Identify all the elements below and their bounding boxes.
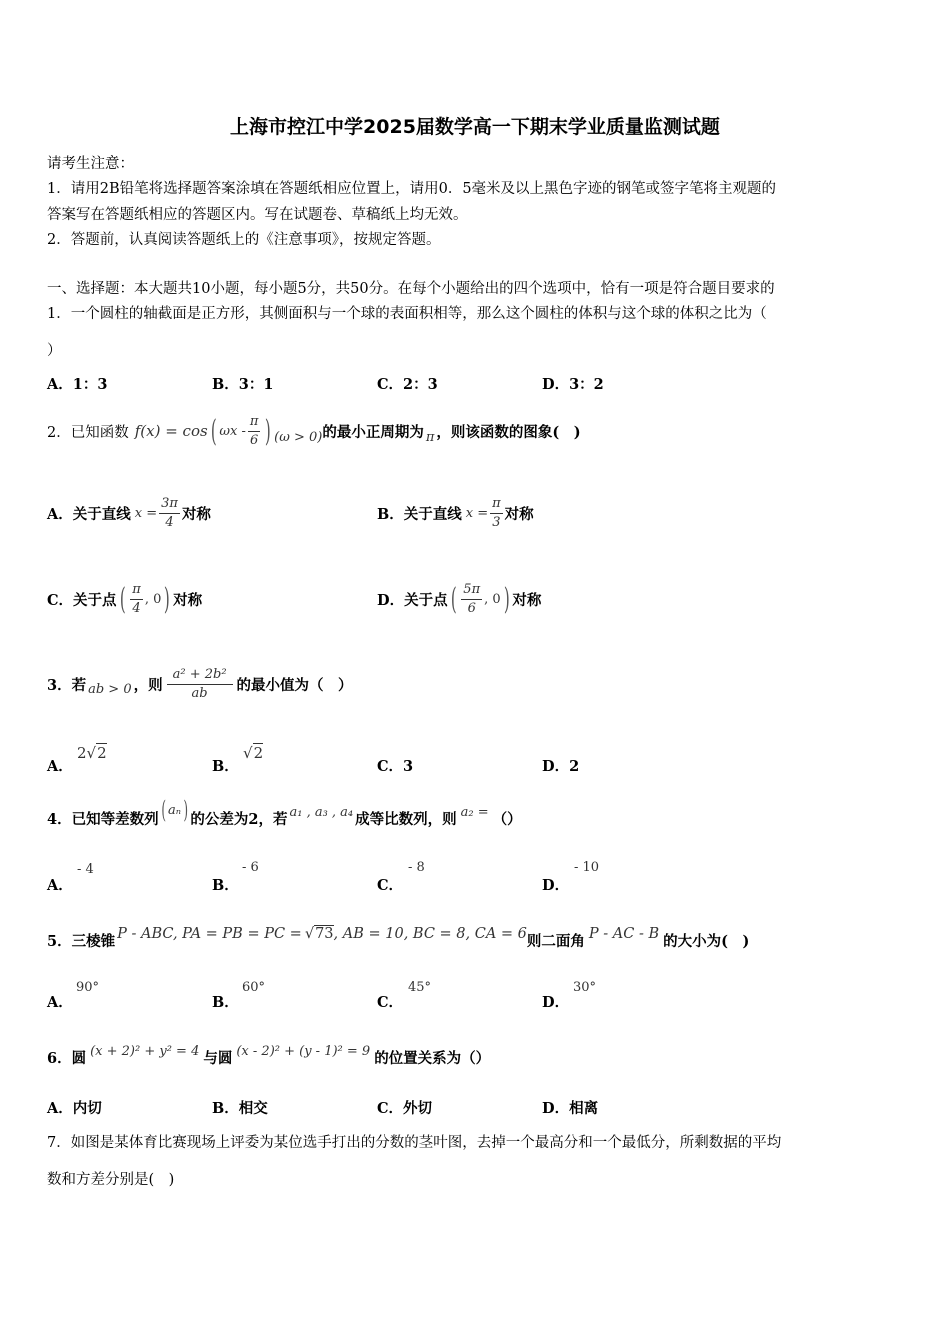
q1-option-c: C．2：3 bbox=[377, 376, 438, 393]
notice-line-1: 1．请用2B铅笔将选择题答案涂填在答题纸相应位置上，请用0．5毫米及以上黑色字迹的钢笔或签字笔将主观题的 bbox=[47, 181, 777, 197]
q6-prefix: 6．圆 bbox=[47, 1049, 87, 1067]
q2-option-a bbox=[47, 490, 211, 536]
q4-a2: a₂ = bbox=[460, 804, 489, 820]
q1-option-d: D．3：2 bbox=[542, 376, 604, 393]
q2-inner: ωx - bbox=[219, 423, 246, 439]
q2-c-close-paren: ) bbox=[164, 581, 171, 617]
q3-prefix: 3．若 bbox=[47, 676, 87, 694]
q2-a-den: 4 bbox=[165, 514, 174, 530]
q2-b-suffix: 对称 bbox=[504, 505, 534, 523]
q2-c-open-paren: ( bbox=[119, 581, 126, 617]
q4-option-a-value: - 4 bbox=[77, 862, 94, 877]
q5-option-a-value: 90° bbox=[76, 980, 100, 995]
q5-option-b-label: B． bbox=[212, 994, 239, 1011]
q2-c-prefix: C．关于点 bbox=[47, 591, 117, 609]
q2-fraction bbox=[248, 413, 261, 450]
question-1-stem: 1．一个圆柱的轴截面是正方形，其侧面积与一个球的表面积相等，那么这个圆柱的体积与这个球的体积之比为（ bbox=[47, 306, 767, 322]
question-4-stem bbox=[47, 798, 522, 838]
q4-mid2: 成等比数列，则 bbox=[355, 810, 457, 828]
q2-b-num: π bbox=[490, 495, 503, 514]
q2-function: f(x) = cos bbox=[134, 422, 208, 440]
question-5-stem bbox=[47, 920, 749, 960]
q2-condition: (ω > 0) bbox=[274, 429, 323, 445]
q2-c-num: π bbox=[130, 581, 143, 600]
q4-mid: 的公差为2，若 bbox=[190, 810, 288, 828]
q4-open-brace: ( bbox=[160, 796, 166, 824]
q2-c-fraction bbox=[130, 581, 143, 618]
q5-mid: 则二面角 bbox=[526, 932, 585, 950]
q2-option-c bbox=[47, 573, 202, 625]
question-3-stem bbox=[47, 658, 353, 710]
q2-a-num: 3π bbox=[159, 495, 180, 514]
q5-expression-1: P - ABC, PA = PB = PC = bbox=[117, 926, 302, 942]
q3-option-c: C．3 bbox=[377, 758, 414, 775]
q2-a-x: x = bbox=[134, 505, 158, 521]
q2-frac-num: π bbox=[248, 413, 261, 432]
q4-terms: a₁ , a₃ , a₄ bbox=[289, 804, 354, 820]
q6-circle-2: (x - 2)² + (y - 1)² = 9 bbox=[236, 1043, 371, 1059]
q2-c-tail: , 0 bbox=[144, 591, 162, 607]
q2-b-x: x = bbox=[465, 505, 489, 521]
q3-a-coef: 2 bbox=[77, 744, 87, 762]
q3-frac-num: a² + 2b² bbox=[167, 666, 233, 685]
q4-option-b-value: - 6 bbox=[242, 860, 259, 875]
q5-radicand: 73 bbox=[315, 926, 334, 942]
q2-suffix: ，则该函数的图象( ) bbox=[436, 423, 581, 441]
q2-option-b bbox=[377, 490, 534, 536]
q4-option-d-value: - 10 bbox=[574, 860, 600, 875]
q2-mid: 的最小正周期为 bbox=[322, 423, 424, 441]
q3-condition: ab > 0 bbox=[88, 681, 132, 697]
q3-a-radicand: 2 bbox=[97, 744, 107, 762]
q2-b-prefix: B．关于直线 bbox=[377, 505, 462, 523]
q2-open-paren: ( bbox=[210, 413, 217, 449]
q5-angle: P - AC - B bbox=[588, 926, 660, 942]
q6-suffix: 的位置关系为（） bbox=[374, 1049, 491, 1067]
q5-option-c-label: C． bbox=[377, 994, 404, 1011]
q2-d-close-paren: ) bbox=[503, 581, 510, 617]
notice-heading: 请考生注意： bbox=[47, 156, 134, 172]
q3-b-radicand: 2 bbox=[253, 744, 264, 762]
q5-option-d-value: 30° bbox=[573, 980, 597, 995]
q5-option-b-value: 60° bbox=[242, 980, 266, 995]
q2-a-prefix: A．关于直线 bbox=[47, 505, 131, 523]
section-heading: 一、选择题：本大题共10小题，每小题5分，共50分。在每个小题给出的四个选项中，恰有一项是符合题目要求的 bbox=[47, 281, 775, 297]
question-2-stem bbox=[47, 406, 581, 456]
q4-option-a-label: A． bbox=[47, 877, 73, 894]
q2-b-den: 3 bbox=[492, 514, 501, 530]
q2-d-fraction bbox=[461, 581, 482, 618]
q4-suffix: （） bbox=[492, 810, 522, 828]
q3-suffix: 的最小值为（ ） bbox=[236, 676, 353, 694]
q2-d-num: 5π bbox=[461, 581, 482, 600]
q4-option-d-label: D． bbox=[542, 877, 570, 894]
q2-d-suffix: 对称 bbox=[512, 591, 542, 609]
q5-option-d-label: D． bbox=[542, 994, 570, 1011]
q4-close-brace: ) bbox=[183, 796, 189, 824]
q4-prefix: 4．已知等差数列 bbox=[47, 810, 159, 828]
q5-prefix: 5．三棱锥 bbox=[47, 932, 116, 950]
q3-frac-den: ab bbox=[191, 685, 208, 701]
q2-b-fraction bbox=[490, 495, 503, 532]
question-1-stem-end: ） bbox=[47, 343, 62, 359]
q4-option-c-label: C． bbox=[377, 877, 404, 894]
q2-option-d bbox=[377, 573, 541, 625]
q2-a-suffix: 对称 bbox=[181, 505, 211, 523]
q6-circle-1: (x + 2)² + y² = 4 bbox=[90, 1043, 200, 1059]
notice-line-1b: 答案写在答题纸相应的答题区内。写在试题卷、草稿纸上均无效。 bbox=[47, 207, 468, 223]
q5-expression-2: , AB = 10, BC = 8, CA = 6 bbox=[333, 926, 527, 942]
q6-option-d: D．相离 bbox=[542, 1100, 599, 1117]
q3-fraction bbox=[167, 666, 233, 703]
q5-option-c-value: 45° bbox=[408, 980, 432, 995]
q1-option-b: B．3：1 bbox=[212, 376, 274, 393]
notice-line-2: 2．答题前，认真阅读答题纸上的《注意事项》，按规定答题。 bbox=[47, 232, 441, 248]
q6-option-c: C．外切 bbox=[377, 1100, 433, 1117]
q4-sequence: aₙ bbox=[167, 802, 181, 818]
q2-close-paren: ) bbox=[265, 413, 272, 449]
q4-option-c-value: - 8 bbox=[408, 860, 425, 875]
question-6-stem bbox=[47, 1037, 490, 1077]
q2-d-prefix: D．关于点 bbox=[377, 591, 448, 609]
q2-prefix: 2．已知函数 bbox=[47, 424, 129, 441]
q3-option-d: D．2 bbox=[542, 758, 580, 775]
q3-option-b-value: √2 bbox=[243, 744, 264, 762]
q2-period: π bbox=[425, 429, 435, 445]
q3-option-a-value: 2√2 bbox=[77, 744, 107, 762]
q5-suffix: 的大小为( ) bbox=[663, 932, 750, 950]
q5-radical: √73 bbox=[304, 926, 334, 942]
page-title: 上海市控江中学2025届数学高一下期末学业质量监测试题 bbox=[230, 116, 720, 138]
q2-c-den: 4 bbox=[132, 600, 141, 616]
q2-frac-den: 6 bbox=[250, 432, 259, 448]
q3-mid: ，则 bbox=[133, 676, 163, 694]
q3-option-b-label: B． bbox=[212, 758, 239, 775]
q5-option-a-label: A． bbox=[47, 994, 73, 1011]
question-7-line-1: 7．如图是某体育比赛现场上评委为某位选手打出的分数的茎叶图，去掉一个最高分和一个最低分，所剩数据的平均 bbox=[47, 1135, 782, 1151]
q2-d-tail: , 0 bbox=[484, 591, 501, 607]
question-7-line-2: 数和方差分别是( ) bbox=[47, 1172, 175, 1188]
q3-option-a-label: A． bbox=[47, 758, 73, 775]
q2-d-open-paren: ( bbox=[450, 581, 457, 617]
q2-a-fraction bbox=[159, 495, 180, 532]
q2-d-den: 6 bbox=[467, 600, 476, 616]
q6-option-b: B．相交 bbox=[212, 1100, 268, 1117]
q2-c-suffix: 对称 bbox=[173, 591, 203, 609]
q6-option-a: A．内切 bbox=[47, 1100, 102, 1117]
q1-option-a: A．1：3 bbox=[47, 376, 108, 393]
q6-mid: 与圆 bbox=[203, 1049, 233, 1067]
q4-option-b-label: B． bbox=[212, 877, 239, 894]
